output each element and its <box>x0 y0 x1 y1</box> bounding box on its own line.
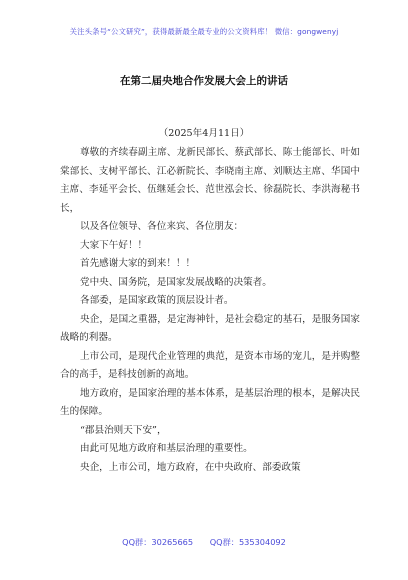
footer-qq-group-2: QQ群：535304092 <box>209 537 286 547</box>
paragraph-ministries: 各部委，是国家政策的顶层设计者。 <box>80 295 234 306</box>
document-date: （2025年4月11日） <box>158 128 250 139</box>
header-banner: 关注头条号“公文研究”，获得最新最全最专业的公文资料库！ 微信：gongwenyj <box>69 27 339 36</box>
paragraph-good-afternoon: 大家下午好！！ <box>80 239 148 251</box>
document-title: 在第二届央地合作发展大会上的讲话 <box>120 75 288 87</box>
paragraph-greeting-guests: 以及各位领导、各位来宾、各位朋友： <box>80 221 244 232</box>
paragraph-quote: “郡县治则天下安”， <box>80 424 167 436</box>
paragraph-thanks: 首先感谢大家的到来！！！ <box>80 258 196 269</box>
paragraph-central-government: 党中央、国务院，是国家发展战略的决策者。 <box>80 276 272 288</box>
paragraph-central-enterprises: 央企，是国之重器，是定海神针，是社会稳定的基石，是服务国家战略的利器。 <box>60 313 360 343</box>
footer-qq-group-1: QQ群：30265665 <box>122 537 194 547</box>
paragraph-salutation: 尊敬的齐续春副主席、龙新民部长、蔡武部长、陈士能部长、叶如棠部长、支树平部长、江必新院长、李晓南主席、刘顺达主席、华国中主席、李延平会长、伍继延会长、范世泓会长、徐磊院长、李洪海秘书长， <box>60 147 360 214</box>
paragraph-local-governments: 地方政府，是国家治理的基本体系，是基层治理的根本，是解决民生的保障。 <box>60 387 360 417</box>
paragraph-importance: 由此可见地方政府和基层治理的重要性。 <box>80 443 253 454</box>
paragraph-continuation: 央企，上市公司，地方政府，在中央政府、部委政策 <box>80 461 301 473</box>
footer-contact <box>0 537 408 548</box>
paragraph-listed-companies: 上市公司，是现代企业管理的典范，是资本市场的宠儿，是并购整合的高手，是科技创新的高地。 <box>60 350 360 380</box>
document-body <box>60 144 360 477</box>
